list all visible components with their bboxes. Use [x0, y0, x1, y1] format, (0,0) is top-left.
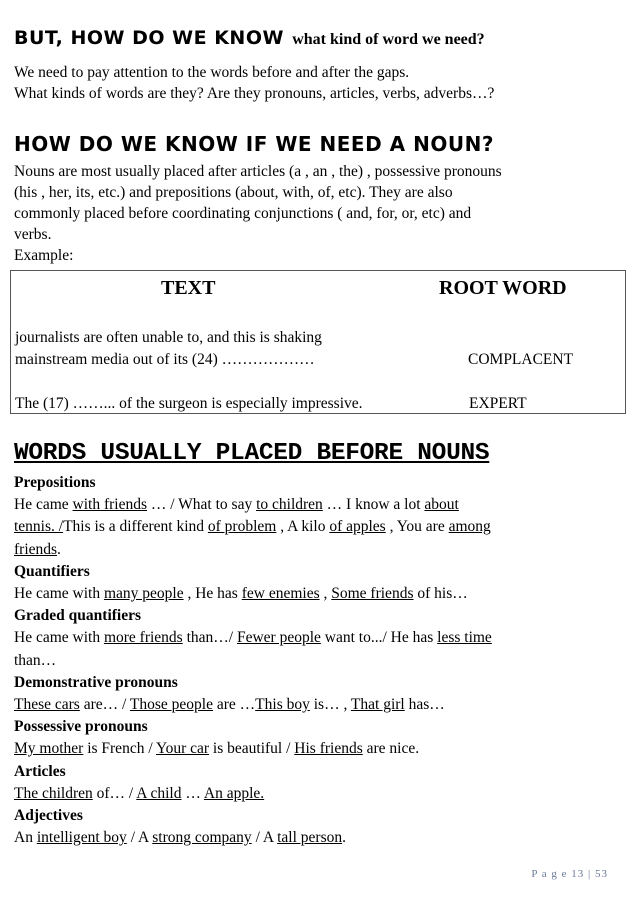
intro-line: What kinds of words are they? Are they pronouns, articles, verbs, adverbs…? [14, 85, 495, 102]
nouns-line: commonly placed before coordinating conjunctions ( and, for, or, etc) and [14, 205, 472, 222]
example-line: These cars are… / Those people are …This boy is… , That girl has… [14, 696, 445, 714]
example-col-root: ROOT WORD [439, 277, 567, 299]
nouns-paragraph [14, 161, 626, 266]
heading-main: BUT, HOW DO WE KNOW [14, 27, 284, 49]
nouns-line: verbs. [14, 226, 52, 243]
category-quantifiers: Quantifiers [14, 562, 90, 580]
example-col-text: TEXT [161, 277, 216, 299]
example-row1-line1: journalists are often unable to, and this is shaking [15, 329, 322, 346]
heading-how-do-we-know [14, 27, 626, 49]
example-row1-root: COMPLACENT [468, 351, 574, 368]
heading-need-a-noun: HOW DO WE KNOW IF WE NEED A NOUN? [14, 132, 494, 156]
example-table [10, 270, 626, 414]
example-line: friends. [14, 540, 61, 558]
category-graded-quantifiers: Graded quantifiers [14, 607, 142, 625]
heading-before-nouns: WORDS USUALLY PLACED BEFORE NOUNS [14, 440, 490, 467]
category-demonstrative-pronouns: Demonstrative pronouns [14, 673, 178, 691]
example-line: He came with friends … / What to say to children … I know a lot about [14, 496, 459, 514]
heading-sub: what kind of word we need? [292, 31, 485, 48]
nouns-line: (his , her, its, etc.) and prepositions (about, with, of, etc). They are also [14, 184, 453, 201]
example-row2-root: EXPERT [469, 395, 527, 412]
category-articles: Articles [14, 762, 66, 780]
example-line: An intelligent boy / A strong company / A tall person. [14, 829, 346, 847]
example-line: The children of… / A child … An apple. [14, 784, 265, 802]
category-prepositions: Prepositions [14, 474, 96, 491]
example-line: My mother is French / Your car is beautiful / His friends are nice. [14, 740, 420, 758]
page-number: P a g e 13 | 53 [531, 868, 608, 880]
category-adjectives: Adjectives [14, 807, 83, 825]
intro-paragraph [14, 62, 626, 104]
word-list [14, 472, 626, 849]
nouns-line: Nouns are most usually placed after articles (a , an , the) , possessive pronouns [14, 163, 502, 180]
example-line: He came with many people , He has few enemies , Some friends of his… [14, 585, 468, 603]
category-possessive-pronouns: Possessive pronouns [14, 718, 148, 736]
example-label: Example: [14, 247, 74, 264]
example-line: He came with more friends than…/ Fewer people want to.../ He has less time [14, 629, 492, 647]
example-row2: The (17) ……... of the surgeon is especially impressive. [15, 395, 363, 412]
example-line: tennis. /This is a different kind of problem , A kilo of apples , You are among [14, 518, 491, 536]
intro-line: We need to pay attention to the words before and after the gaps. [14, 64, 410, 81]
example-line: than… [14, 651, 57, 669]
example-row1-line2: mainstream media out of its (24) ……………… [15, 351, 315, 368]
